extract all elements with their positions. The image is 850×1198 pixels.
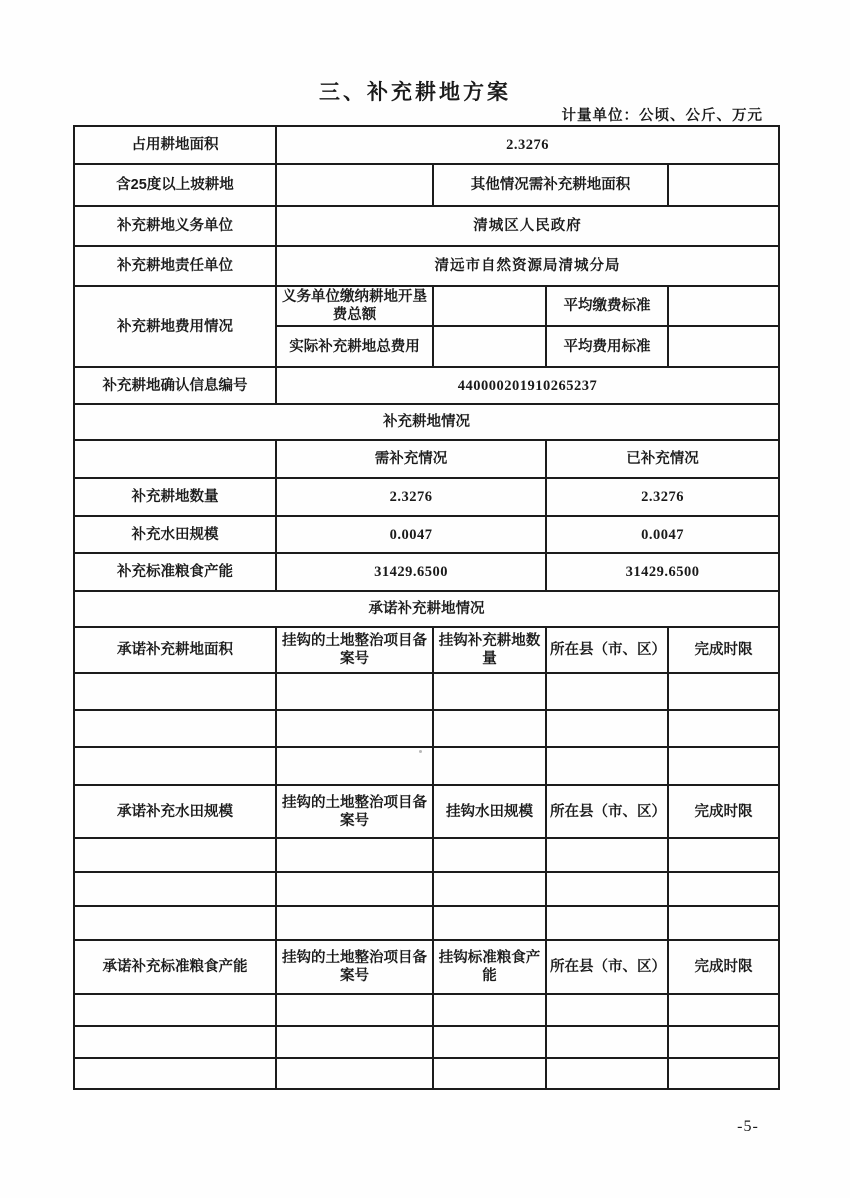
empty-cell [546, 673, 668, 710]
grain-capacity-done: 31429.6500 [546, 553, 779, 591]
needed-column-header: 需补充情况 [276, 440, 546, 478]
commit-area-label: 承诺补充耕地面积 [74, 627, 276, 673]
table-row [74, 747, 779, 785]
empty-cell [546, 994, 668, 1026]
table-row [74, 478, 779, 516]
occupied-area-label: 占用耕地面积 [74, 126, 276, 164]
table-row [74, 367, 779, 404]
empty-cell [276, 710, 433, 747]
confirm-number-value: 440000201910265237 [276, 367, 779, 404]
empty-cell [74, 994, 276, 1026]
table-row [74, 164, 779, 206]
empty-cell [668, 994, 779, 1026]
empty-cell [74, 1058, 276, 1089]
table-row [74, 872, 779, 906]
commit-paddy-label: 承诺补充水田规模 [74, 785, 276, 838]
grain-capacity-needed: 31429.6500 [276, 553, 546, 591]
empty-cell [433, 747, 546, 785]
empty-cell [433, 838, 546, 872]
table-row [74, 516, 779, 553]
empty-cell [668, 838, 779, 872]
empty-cell [74, 710, 276, 747]
empty-cell [276, 994, 433, 1026]
supplement-land-plan-table [73, 125, 780, 1090]
avg-cost-standard-label: 平均费用标准 [546, 326, 668, 367]
land-quantity-done: 2.3276 [546, 478, 779, 516]
confirm-number-label: 补充耕地确认信息编号 [74, 367, 276, 404]
empty-cell [74, 673, 276, 710]
empty-cell [276, 1026, 433, 1058]
empty-cell [74, 1026, 276, 1058]
empty-cell [546, 1026, 668, 1058]
empty-cell [276, 838, 433, 872]
land-quantity-needed: 2.3276 [276, 478, 546, 516]
table-row [74, 906, 779, 940]
grain-capacity-label: 补充标准粮食产能 [74, 553, 276, 591]
empty-cell [276, 906, 433, 940]
table-row [74, 206, 779, 246]
empty-cell [433, 1026, 546, 1058]
empty-cell [668, 1058, 779, 1089]
commitment-section-header: 承诺补充耕地情况 [74, 591, 779, 627]
empty-cell [276, 1058, 433, 1089]
actual-cost-label: 实际补充耕地总费用 [276, 326, 433, 367]
commit-area-deadline-col: 完成时限 [668, 627, 779, 673]
paddy-scale-label: 补充水田规模 [74, 516, 276, 553]
table-row [74, 1026, 779, 1058]
commit-paddy-project-col: 挂钩的土地整治项目备案号 [276, 785, 433, 838]
scan-speck [419, 750, 422, 753]
paddy-scale-needed: 0.0047 [276, 516, 546, 553]
commit-paddy-amount-col: 挂钩水田规模 [433, 785, 546, 838]
responsible-unit-value: 清远市自然资源局清城分局 [276, 246, 779, 286]
actual-cost-value-cell [433, 326, 546, 367]
page-number: -5- [737, 1118, 759, 1135]
situation-section-header: 补充耕地情况 [74, 404, 779, 440]
obligation-unit-value: 清城区人民政府 [276, 206, 779, 246]
empty-cell [433, 872, 546, 906]
reclamation-fee-label: 义务单位缴纳耕地开垦费总额 [276, 286, 433, 326]
table-row [74, 246, 779, 286]
fee-section-label: 补充耕地费用情况 [74, 286, 276, 367]
commit-grain-label: 承诺补充标准粮食产能 [74, 940, 276, 994]
empty-cell [668, 673, 779, 710]
avg-payment-standard-value-cell [668, 286, 779, 326]
table-row [74, 1058, 779, 1089]
empty-cell [433, 710, 546, 747]
empty-cell [74, 838, 276, 872]
commit-grain-project-col: 挂钩的土地整治项目备案号 [276, 940, 433, 994]
commit-grain-county-col: 所在县（市、区） [546, 940, 668, 994]
empty-cell [546, 906, 668, 940]
reclamation-fee-value-cell [433, 286, 546, 326]
paddy-scale-done: 0.0047 [546, 516, 779, 553]
occupied-area-value: 2.3276 [276, 126, 779, 164]
empty-cell [668, 872, 779, 906]
table-row [74, 994, 779, 1026]
empty-cell [433, 906, 546, 940]
empty-cell [546, 838, 668, 872]
empty-cell [74, 906, 276, 940]
empty-cell [668, 906, 779, 940]
commit-area-amount-col: 挂钩补充耕地数量 [433, 627, 546, 673]
empty-cell [74, 747, 276, 785]
empty-cell [546, 1058, 668, 1089]
commit-paddy-deadline-col: 完成时限 [668, 785, 779, 838]
other-needed-area-label: 其他情况需补充耕地面积 [433, 164, 668, 206]
table-row [74, 785, 779, 838]
situation-blank-corner-cell [74, 440, 276, 478]
empty-cell [433, 673, 546, 710]
obligation-unit-label: 补充耕地义务单位 [74, 206, 276, 246]
responsible-unit-label: 补充耕地责任单位 [74, 246, 276, 286]
avg-cost-standard-value-cell [668, 326, 779, 367]
empty-cell [276, 747, 433, 785]
empty-cell [546, 710, 668, 747]
table-row [74, 553, 779, 591]
other-needed-area-value-cell [668, 164, 779, 206]
table-row [74, 710, 779, 747]
commit-grain-deadline-col: 完成时限 [668, 940, 779, 994]
avg-payment-standard-label: 平均缴费标准 [546, 286, 668, 326]
table-row [74, 627, 779, 673]
commit-area-project-col: 挂钩的土地整治项目备案号 [276, 627, 433, 673]
empty-cell [546, 747, 668, 785]
land-quantity-label: 补充耕地数量 [74, 478, 276, 516]
commit-paddy-county-col: 所在县（市、区） [546, 785, 668, 838]
empty-cell [74, 872, 276, 906]
measurement-unit-note: 计量单位：公顷、公斤、万元 [561, 108, 763, 124]
empty-cell [433, 994, 546, 1026]
empty-cell [668, 747, 779, 785]
table-row [74, 940, 779, 994]
commit-grain-amount-col: 挂钩标准粮食产 能 [433, 940, 546, 994]
done-column-header: 已补充情况 [546, 440, 779, 478]
table-row [74, 404, 779, 440]
table-row [74, 838, 779, 872]
empty-cell [668, 710, 779, 747]
empty-cell [276, 673, 433, 710]
table-row [74, 126, 779, 164]
table-row [74, 673, 779, 710]
table-row [74, 591, 779, 627]
commit-area-county-col: 所在县（市、区） [546, 627, 668, 673]
page-title: 三、补充耕地方案 [319, 81, 511, 104]
empty-cell [276, 872, 433, 906]
table-row [74, 440, 779, 478]
slope-land-value-cell [276, 164, 433, 206]
empty-cell [546, 872, 668, 906]
table-row [74, 286, 779, 326]
empty-cell [668, 1026, 779, 1058]
empty-cell [433, 1058, 546, 1089]
slope-land-label: 含25度以上坡耕地 [74, 164, 276, 206]
